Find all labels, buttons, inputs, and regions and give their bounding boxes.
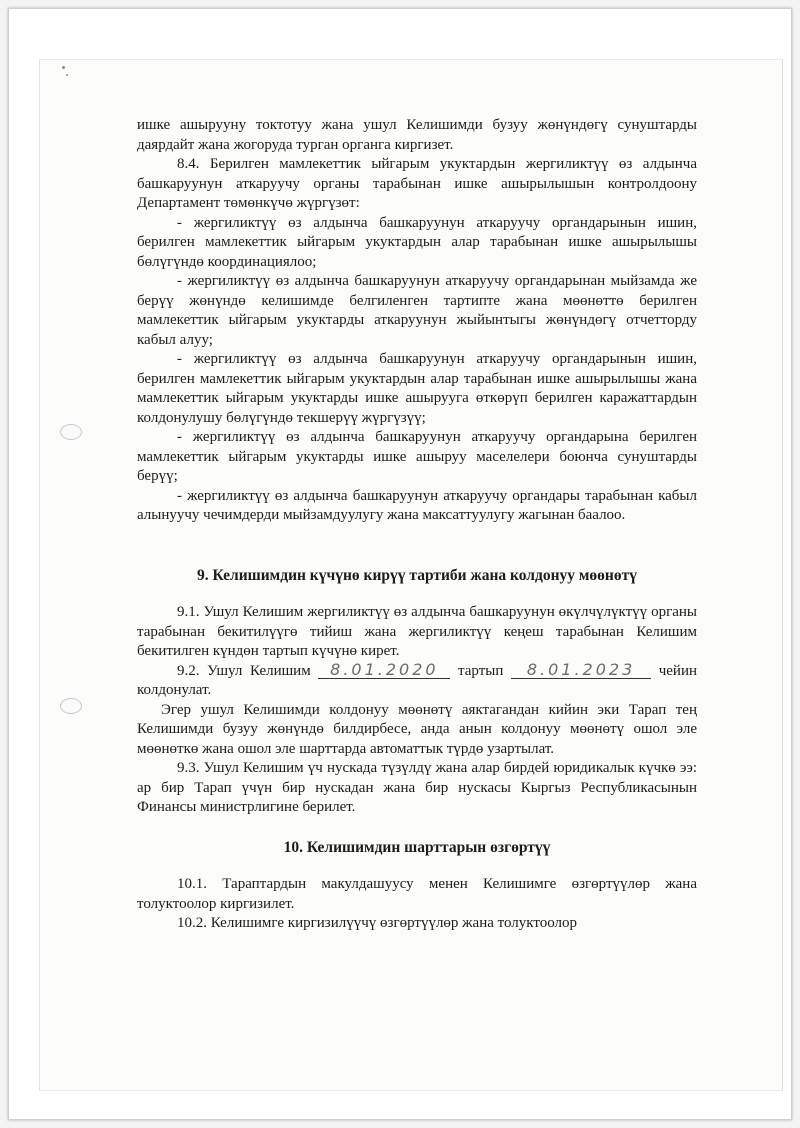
paragraph-continuation: ишке ашырууну токтотуу жана ушул Келишимди бузуу жөнүндөгү сунуштарды даярдайт жана жогоруда турган органга киргизет. <box>137 117 697 153</box>
paragraph-9-2 <box>137 659 698 701</box>
list-item-proposals: - жергиликтүү өз алдынча башкаруунун аткаруучу органдарына берилген мамлекеттик ыйгарым укуктарды ишке ашыруу маселелери боюнча сунуштарды берүү; <box>137 429 697 484</box>
list-item-reports: - жергиликтүү өз алдынча башкаруунун аткаруучу органдарынан мыйзамда же берүү жөнүндө келишимде белгиленген тартипте жана мөөнөттө берилген мамлекеттик ыйгарым укуктарды аткаруунун жыйынтыгы жөнүндөгү отчетторду кабыл алуу; <box>137 273 697 348</box>
scan-speck <box>62 66 65 69</box>
handwritten-end-date: 8.01.2023 <box>511 662 651 679</box>
paragraph-10-2: 10.2. Келишимге киргизилүүчү өзгөртүүлөр жана толуктоолор <box>177 915 578 931</box>
punch-hole-upper <box>60 424 82 440</box>
list-item-inspection: - жергиликтүү өз алдынча башкаруунун аткаруучу органдарынын ишин, берилген мамлекеттик ыйгарым укуктардын алар тарабынан ишке ашырылышы жана мамлекеттик ыйгарым укуктарды ишке ашырууга өткөрүп берилген каражаттардын колдонулушу бөлүгүндө текшерүү жүргүзүү; <box>137 351 697 426</box>
section-10-heading: 10. Келишимдин шарттарын өзгөртүү <box>283 838 551 856</box>
section-9-heading: 9. Келишимдин күчүнө кирүү тартиби жана колдонуу мөөнөтү <box>197 566 637 584</box>
paragraph-9-3: 9.3. Ушул Келишим үч нускада түзүлдү жана алар бирдей юридикалык күчкө ээ: ар бир Тарап үчүн бир нускадан жана бир нускасы Кыргыз Республикасынын Финансы министрлигине берилет. <box>137 760 697 815</box>
paragraph-10-1: 10.1. Тараптардын макулдашуусу менен Келишимге өзгөртүүлөр жана толуктоолор киргизилет. <box>137 876 697 912</box>
p9-2-suffix: чейин колдонулат. <box>137 662 698 698</box>
scan-speck <box>66 74 68 76</box>
paragraph-8-4: 8.4. Берилген мамлекеттик ыйгарым укуктардын жергиликтүү өз алдынча башкаруунун аткаруучу органы тарабынан ишке ашырылышын контролдоону Департамент төмөнкүчө жүргүзөт: <box>137 156 697 211</box>
list-item-coordination: - жергиликтүү өз алдынча башкаруунун аткаруучу органдарынын ишин, берилген мамлекеттик ыйгарым укуктардын алар тарабынан ишке ашырылышы бөлүгүндө координациялоо; <box>137 214 697 270</box>
p9-2-prefix: 9.2. Ушул Келишим <box>177 662 311 679</box>
handwritten-start-date: 8.01.2020 <box>318 662 450 679</box>
paragraph-9-2-extension: Эгер ушул Келишимди колдонуу мөөнөтү аяктагандан кийин эки Тарап тең Келишимди бузуу жөнүндө билдирбесе, анда анын колдонуу мөөнөтү ошол эле мөөнөткө жана ошол эле шарттарда автоматтык түрдө узартылат. <box>137 701 697 757</box>
paragraph-9-1: 9.1. Ушул Келишим жергиликтүү өз алдынча башкаруунун өкүлчүлүктүү органы тарабынан бекитилүүгө тийиш жана жергиликтүү кеңеш тарабынан Келишим бекитилген күндөн тартып күчүнө кирет. <box>137 604 697 659</box>
punch-hole-lower <box>60 698 82 714</box>
document-body <box>137 116 697 934</box>
p9-2-middle: тартып <box>458 662 504 679</box>
list-item-assessment: - жергиликтүү өз алдынча башкаруунун аткаруучу органдары тарабынан кабыл алынуучу чечимдерди мыйзамдуулугу жана максаттуулугу жагынан баалоо. <box>137 487 697 523</box>
